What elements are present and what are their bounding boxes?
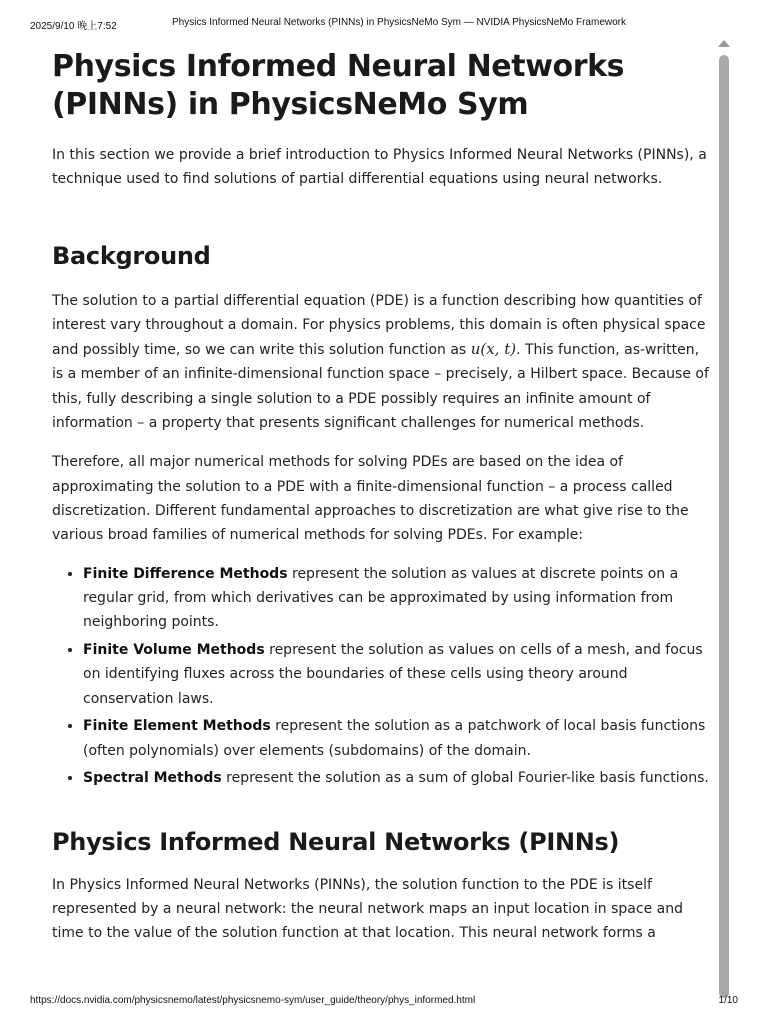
background-paragraph-2: Therefore, all major numerical methods for solving PDEs are based on the idea of approximating the solution to a PDE with a finite-dimensional function – a process called discretization. Different fundamental approaches to discretization are what give rise to the various broad families of numerical methods for solving PDEs. For example: — [52, 454, 689, 544]
scrollbar-thumb[interactable] — [719, 55, 729, 998]
list-item — [83, 766, 714, 790]
list-item — [83, 714, 714, 763]
pinns-paragraph-1: In Physics Informed Neural Networks (PINNs), the solution function to the PDE is itself represented by a neural network: the neural network maps an input location in space and time to the value of the solution function at that location. This neural network forms a — [52, 876, 683, 942]
page-number: 1/10 — [718, 995, 738, 1006]
method-term: Finite Difference Methods — [83, 565, 288, 582]
scroll-up-arrow-icon[interactable] — [718, 40, 730, 47]
method-description: represent the solution as values at discrete points on a regular grid, from which derivatives can be approximated by using information from neighboring points. — [83, 565, 679, 631]
intro-paragraph: In this section we provide a brief introduction to Physics Informed Neural Networks (PINNs), a technique used to find solutions of partial differential equations using neural networks. — [52, 147, 707, 188]
vertical-scrollbar[interactable] — [717, 38, 731, 998]
methods-list — [52, 562, 714, 791]
method-description: represent the solution as a patchwork of local basis functions (often polynomials) over elements (subdomains) of the domain. — [83, 718, 706, 759]
print-header — [0, 17, 768, 31]
background-p1-text-start: The solution to a partial differential equation (PDE) is a function describing how quantities of interest vary throughout a domain. For physics problems, this domain is often physical space and possibly time, so we can write this solution function as — [52, 292, 706, 359]
method-description: represent the solution as a sum of global Fourier-like basis functions. — [221, 770, 709, 787]
list-item — [83, 562, 714, 635]
print-page-title: Physics Informed Neural Networks (PINNs) in PhysicsNeMo Sym — NVIDIA PhysicsNeMo Framework — [172, 17, 626, 28]
print-datetime: 2025/9/10 晚上7:52 — [30, 21, 117, 32]
page-title: Physics Informed Neural Networks (PINNs) in PhysicsNeMo Sym — [52, 49, 625, 122]
page-url-link[interactable]: https://docs.nvidia.com/physicsnemo/latest/physicsnemo-sym/user_guide/theory/phys_informed.html — [30, 995, 476, 1006]
method-description: represent the solution as values on cells of a mesh, and focus on identifying fluxes across the boundaries of these cells using theory around conservation laws. — [83, 641, 703, 707]
list-item — [83, 638, 714, 711]
article-content — [52, 48, 714, 946]
section-heading-pinns: Physics Informed Neural Networks (PINNs) — [52, 827, 620, 856]
background-paragraph-1 — [52, 289, 714, 436]
section-heading-background: Background — [52, 241, 211, 270]
method-term: Spectral Methods — [83, 770, 222, 787]
background-p1-text-end: . This function, as-written, is a member of an infinite-dimensional function space – precisely, a Hilbert space. Because of this, fully describing a single solution to a PDE possibly requires an infinite amount of information – a property that presents significant challenges for numerical methods. — [52, 342, 709, 432]
method-term: Finite Volume Methods — [83, 641, 265, 658]
math-expression: u(x, t) — [470, 340, 517, 359]
method-term: Finite Element Methods — [83, 718, 271, 735]
print-footer — [0, 995, 768, 1009]
